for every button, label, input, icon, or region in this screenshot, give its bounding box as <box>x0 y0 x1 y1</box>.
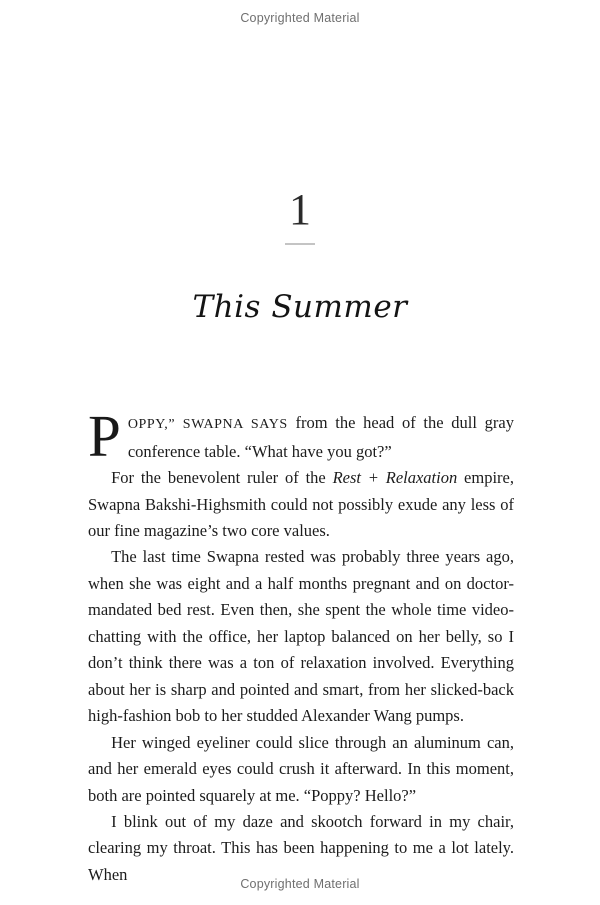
chapter-divider <box>285 243 315 245</box>
paragraph: I blink out of my daze and skootch forward in my chair, clearing my throat. This has been happening to me a lot lately. When <box>88 811 514 884</box>
paragraph <box>88 465 514 544</box>
chapter-title: This Summer <box>192 289 408 325</box>
magazine-name-italic: Rest + Relaxation <box>332 468 458 488</box>
paragraph-opening <box>88 403 514 470</box>
chapter-number: 1 <box>289 185 311 234</box>
paragraph-text: empire, Swapna Bakshi-Highsmith could not possibly exude any less of our fine magazine’s two core values. <box>88 468 514 540</box>
opening-rest: from the head of the dull gray conference table. “What have you got?” <box>127 413 514 461</box>
paragraph: The last time Swapna rested was probably three years ago, when she was eight and a half months pregnant and on doctor-mandated bed rest. Even then, she spent the whole time video-chatting with the office, her laptop balanced on her belly, so I don’t think there was a ton of relaxation involved. Everything about her is sharp and pointed and smart, from her slicked-back high-fashion bob to her studded Alexander Wang pumps. <box>88 547 514 726</box>
opening-small-caps: OPPY,” SWAPNA SAYS <box>127 417 288 433</box>
copyright-notice-bottom: Copyrighted Material <box>240 877 360 891</box>
body-text <box>88 403 514 888</box>
copyright-notice-top: Copyrighted Material <box>240 11 360 25</box>
paragraph-text: For the benevolent ruler of the <box>111 468 333 488</box>
drop-cap: P <box>88 403 121 470</box>
paragraph: Her winged eyeliner could slice through an aluminum can, and her emerald eyes could crush it afterward. In this moment, both are pointed squarely at me. “Poppy? Hello?” <box>88 732 514 805</box>
